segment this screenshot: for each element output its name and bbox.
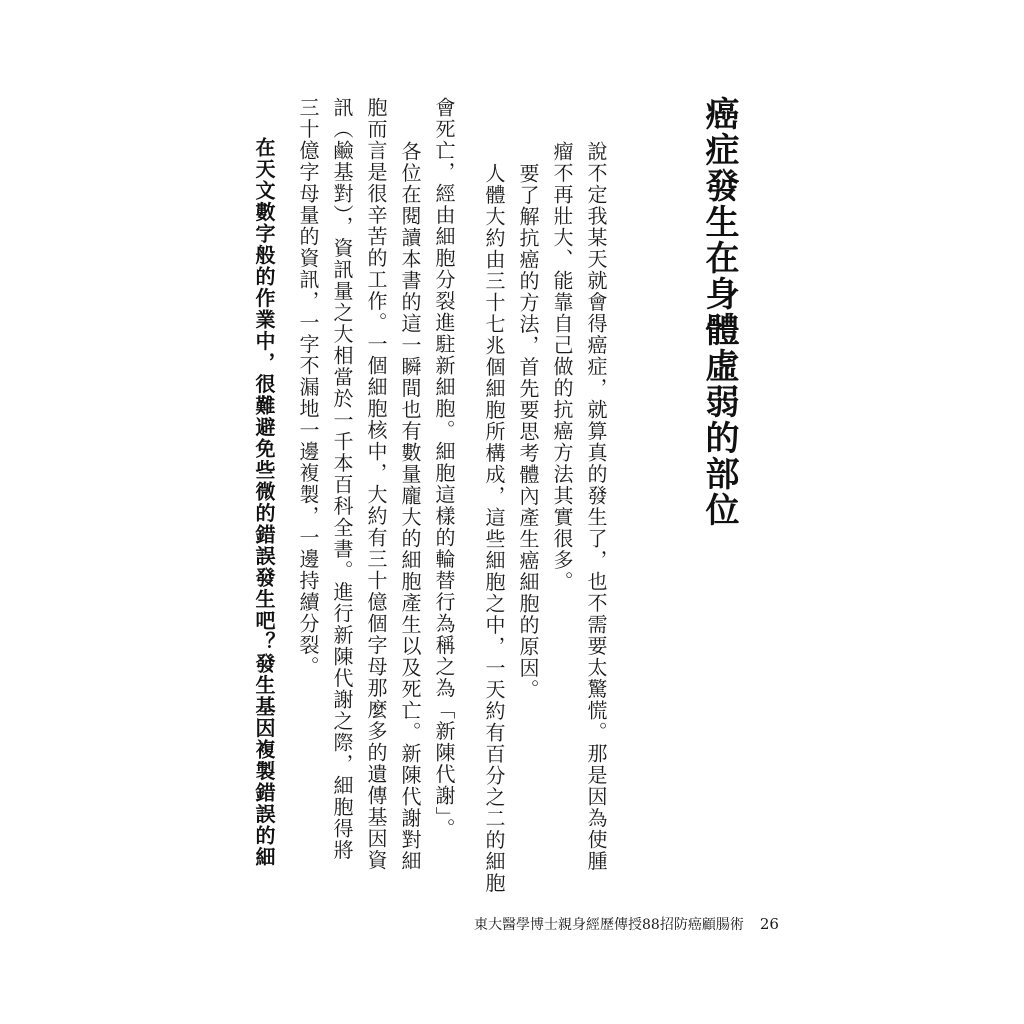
text-column-4: 人體大約由三十七兆個細胞所構成，這些細胞之中，一天約有百分之二的細胞 (482, 163, 506, 894)
page-number: 26 (759, 915, 779, 933)
footer-book-title: 東大醫學博士親身經歷傳授88招防癌顧腸術 (474, 917, 744, 933)
text-column-6: 各位在閱讀本書的這一瞬間也有數量龐大的細胞產生以及死亡。新陳代謝對細 (398, 141, 422, 872)
text-column-5: 會死亡，經由細胞分裂進駐新細胞。細胞這樣的輪替行為稱之為「新陳代謝」。 (432, 97, 456, 840)
section-heading: 癌症發生在身體虛弱的部位 (699, 96, 739, 528)
text-column-7: 胞而言是很辛苦的工作。一個細胞核中，大約有三十億個字母那麼多的遺傳基因資 (364, 97, 388, 871)
text-column-3: 要了解抗癌的方法，首先要思考體內產生癌細胞的原因。 (516, 163, 540, 701)
text-column-2: 瘤不再壯大、能靠自己做的抗癌方法其實很多。 (550, 141, 574, 593)
page-footer (474, 914, 779, 934)
text-column-9: 三十億字母量的資訊，一字不漏地一邊複製，一邊持續分裂。 (296, 97, 320, 678)
text-column-8: 訊（鹼基對），資訊量之大相當於一千本百科全書。進行新陳代謝之際，細胞得將 (330, 97, 354, 861)
text-column-10-bold: 在天文數字般的作業中，很難避免些微的錯誤發生吧？發生基因複製錯誤的細 (252, 137, 276, 868)
text-column-1: 說不定我某天就會得癌症，就算真的發生了，也不需要太驚慌。那是因為使腫 (584, 141, 608, 872)
